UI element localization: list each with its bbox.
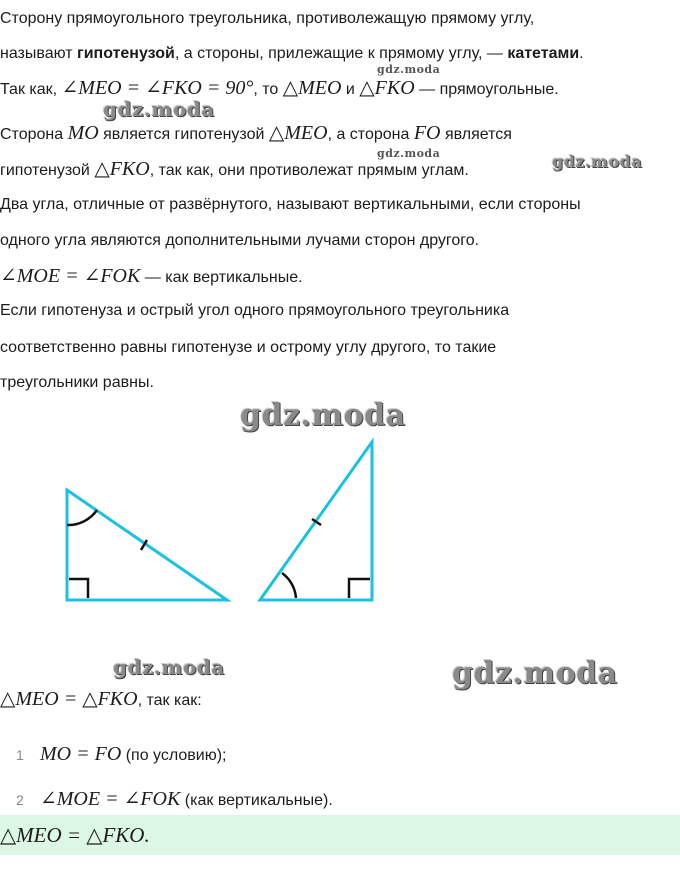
text-line [0,122,512,146]
text-line [0,265,303,289]
text-line [0,688,202,712]
watermark: gdz.moda [103,97,215,121]
triangles-figure [0,430,680,610]
text: — прямоугольные. [414,81,559,98]
text: , то [253,81,283,98]
watermark: gdz.moda [377,63,441,76]
text: , так как, они противолежат прямым углам. [149,162,469,179]
watermark: gdz.moda [113,655,225,679]
math-expression: FO [413,122,441,144]
text: является гипотенузой [98,126,269,143]
text: Так как, [0,81,62,98]
angle-arc-mark [67,510,97,525]
math-expression: △MEO = △FKO [0,688,138,710]
math-expression: ∠MOE = ∠FOK [0,265,141,287]
text: , так как: [137,692,202,709]
list-number: 1 [16,747,24,763]
triangle-meo [67,490,227,600]
answer-box [0,815,680,855]
text: (как вертикальные). [180,792,333,809]
right-angle-mark [69,579,88,598]
text: называют [0,45,78,62]
text: — как вертикальные. [140,269,303,286]
text: (по условию); [121,747,227,764]
math-expression: △MEO [268,122,328,144]
math-expression: △FKO [359,77,415,99]
term-hypotenuse: гипотенузой [77,45,175,62]
math-expression: MO = FO [40,743,122,765]
math-expression: △FKO [94,158,150,180]
angle-arc-mark [282,573,296,598]
text-line [0,43,584,65]
math-expression: MO [67,122,99,144]
watermark: gdz.moda [377,147,441,160]
text: является [440,126,512,143]
watermark: gdz.moda [452,656,618,691]
list-item [40,743,227,767]
text: , а сторона [327,126,414,143]
term-legs: катетами [507,45,580,62]
text-line [0,77,559,101]
math-expression: △MEO [282,77,342,99]
text: Сторона [0,126,68,143]
text: , а стороны, прилежащие к прямому углу, — [174,45,508,62]
text: гипотенузой [0,162,95,179]
list-number: 2 [16,792,24,808]
text-line: соответственно равны гипотенузе и острому углу другого, то такие [0,339,497,356]
text-line: Сторону прямоугольного треугольника, противолежащую прямому углу, [0,10,535,27]
watermark: gdz.moda [552,152,643,171]
list-item [40,788,333,812]
text-line: Если гипотенуза и острый угол одного прямоугольного треугольника [0,302,510,319]
conclusion: △MEO = △FKO. [0,823,150,847]
watermark: gdz.moda [240,398,406,433]
text: . [579,45,584,62]
text: и [341,81,360,98]
right-angle-mark [349,579,370,598]
math-expression: ∠MOE = ∠FOK [40,788,181,810]
text-line [0,158,469,182]
text-line: Два угла, отличные от развёрнутого, называют вертикальными, если стороны [0,196,581,213]
math-expression: ∠MEO = ∠FKO = 90° [61,77,254,99]
text-line: одного угла являются дополнительными лучами сторон другого. [0,232,480,249]
text-line: треугольники равны. [0,374,154,391]
